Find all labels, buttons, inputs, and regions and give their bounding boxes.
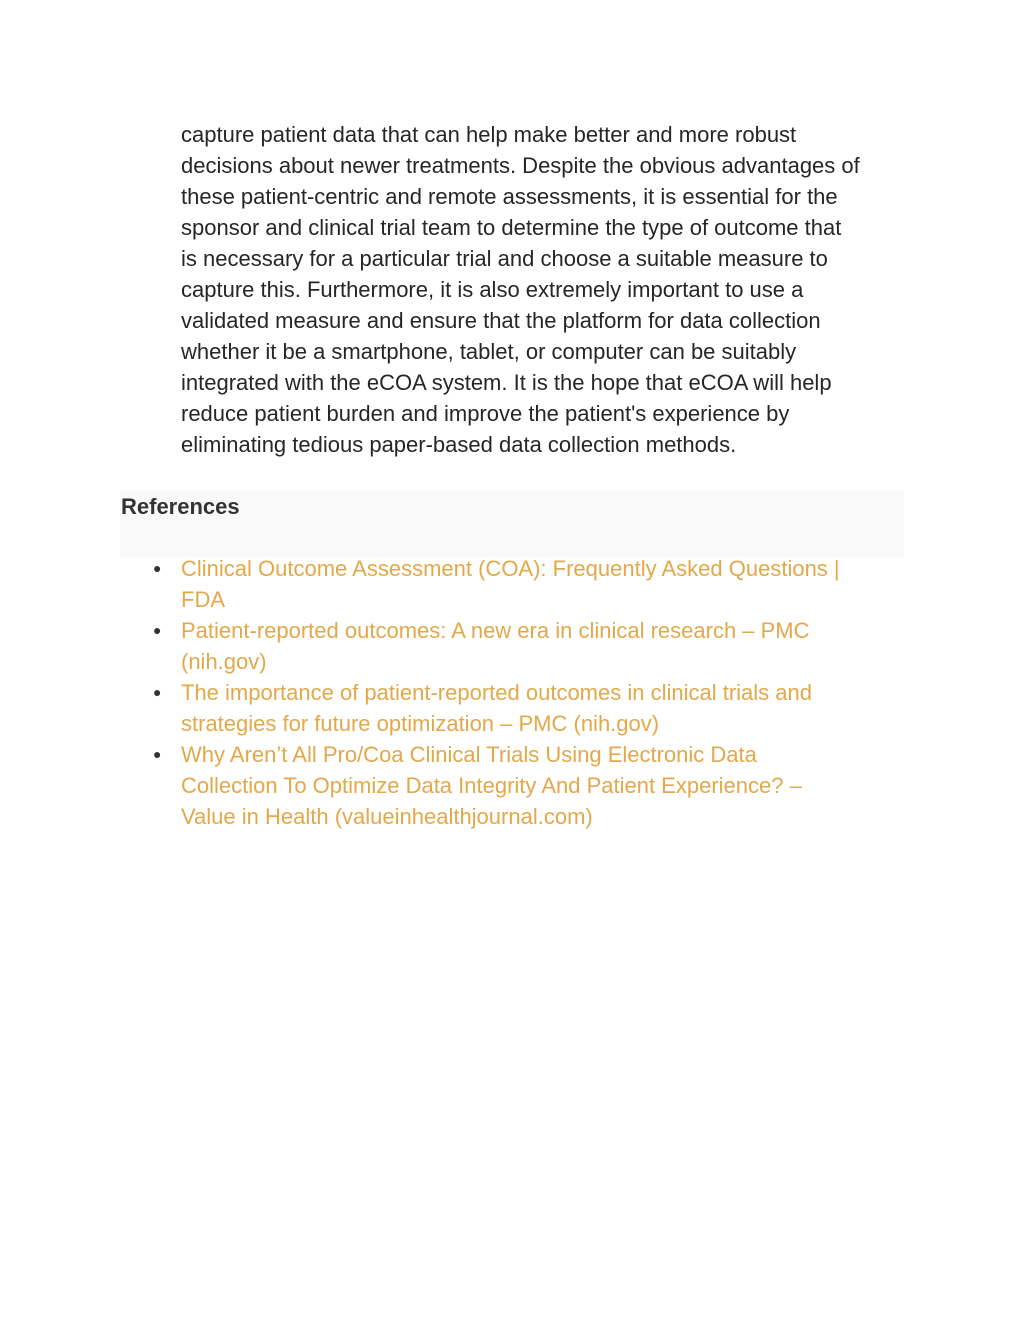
paragraph-line: capture this. Furthermore, it is also extremely important to use a [181,277,804,302]
paragraph-line: reduce patient burden and improve the patient's experience by [181,401,790,426]
reference-item-value-in-health [150,739,910,832]
link-line: The importance of patient-reported outcomes in clinical trials and [181,680,812,705]
link-line: Value in Health (valueinhealthjournal.com) [181,804,593,829]
paragraph-line: these patient-centric and remote assessments, it is essential for the [181,184,838,209]
reference-item-fda-coa-faq [150,553,910,615]
reference-link-fda-coa-faq[interactable] [181,553,910,615]
reference-link-value-in-health[interactable] [181,739,910,832]
paragraph-line: eliminating tedious paper-based data collection methods. [181,432,737,457]
link-line: FDA [181,587,225,612]
link-line: Collection To Optimize Data Integrity And Patient Experience? – [181,773,802,798]
link-line: Why Aren’t All Pro/Coa Clinical Trials Using Electronic Data [181,742,757,767]
paragraph-line: whether it be a smartphone, tablet, or computer can be suitably [181,339,797,364]
references-list [150,553,910,832]
bullet-icon: ● [153,684,162,700]
reference-link-pro-new-era[interactable] [181,615,910,677]
reference-link-pro-importance[interactable] [181,677,910,739]
reference-item-pro-importance [150,677,910,739]
paragraph-line: integrated with the eCOA system. It is the hope that eCOA will help [181,370,832,395]
paragraph-line: decisions about newer treatments. Despite the obvious advantages of [181,153,860,178]
paragraph-line: capture patient data that can help make better and more robust [181,122,797,147]
link-line: (nih.gov) [181,649,267,674]
link-line: strategies for future optimization – PMC (nih.gov) [181,711,660,736]
paragraph-line: sponsor and clinical trial team to determine the type of outcome that [181,215,842,240]
bullet-icon: ● [153,560,162,576]
reference-item-pro-new-era [150,615,910,677]
references-heading: References [121,494,240,519]
bullet-icon: ● [153,622,162,638]
body-paragraph [181,119,916,460]
paragraph-line: is necessary for a particular trial and choose a suitable measure to [181,246,828,271]
link-line: Clinical Outcome Assessment (COA): Frequently Asked Questions | [181,556,840,581]
bullet-icon: ● [153,746,162,762]
paragraph-line: validated measure and ensure that the platform for data collection [181,308,821,333]
link-line: Patient-reported outcomes: A new era in clinical research – PMC [181,618,810,643]
